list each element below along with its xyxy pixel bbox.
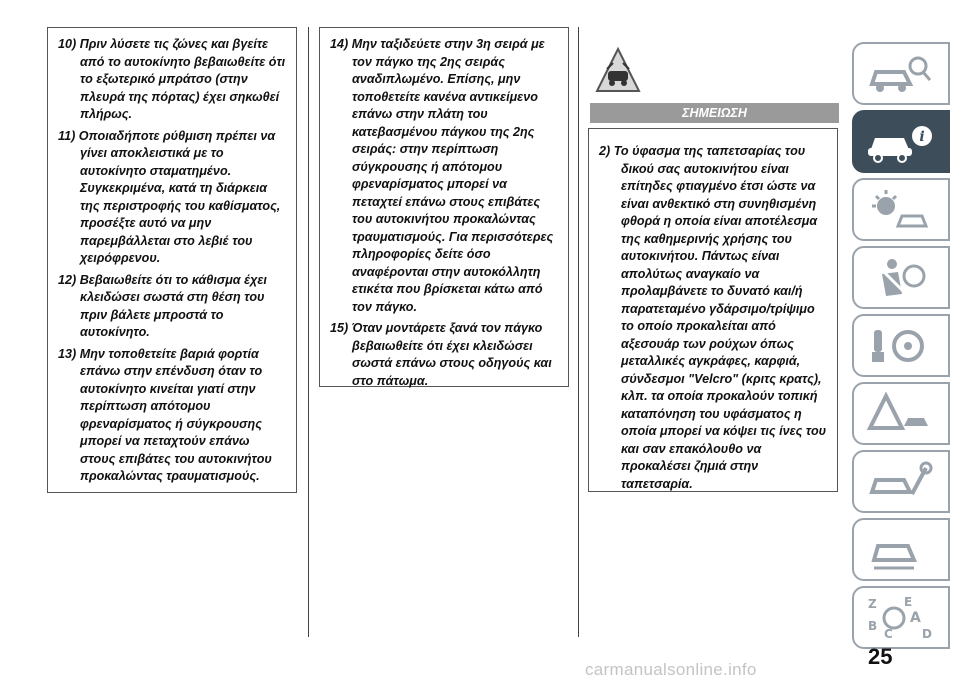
item-text: Οποιαδήποτε ρύθμιση πρέπει να γίνει αποκλειστικά με το αυτοκίνητο σταματημένο. Συγκεκριμένα, κατά τη διάρκεια της περιστροφής του καθίσματος, προσέξτε αυτό να μην παρεμβάλλεται στο λεβιέ του χειρόφρενου. [78,128,281,265]
warnings-column-1 [47,27,297,493]
item-number: 15) [330,321,349,335]
car-specs-icon [864,526,934,574]
warning-item-12 [56,272,288,342]
tab-technical-data[interactable] [852,518,950,581]
watermark: carmanualsonline.info [585,660,757,679]
car-warning-sign-icon [593,45,643,95]
column-divider [308,27,309,637]
note-box [588,128,838,492]
car-wrench-icon [864,458,934,506]
item-text: Βεβαιωθείτε ότι το κάθισμα έχει κλειδώσει σωστά στη θέση του πριν βάλετε μπροστά το αυτοκίνητο. [79,272,267,339]
svg-text:B: B [868,619,878,633]
item-number: 12) [58,272,77,287]
item-number: 14) [330,37,349,51]
svg-text:D: D [922,627,932,641]
warning-item-11 [56,128,288,268]
item-text: Πριν λύσετε τις ζώνες και βγείτε από το αυτοκίνητο βεβαιωθείτε ότι το εξωτερικό μπράτσο (στην πλευρά της πόρτας) έχει σηκωθεί πλήρως. [79,37,286,121]
tab-steering-key[interactable] [852,314,950,377]
seatbelt-airbag-icon [864,254,934,302]
item-number: 13) [58,346,77,361]
item-text: Όταν μοντάρετε ξανά τον πάγκο βεβαιωθείτε ότι έχει κλειδώσει σωστά επάνω στους οδηγούς και στο πάτωμα. [351,321,552,388]
column-divider [578,27,579,637]
item-number: 11) [58,128,76,143]
svg-text:A: A [910,610,921,626]
note-banner: ΣΗΜΕΙΩΣΗ [590,103,839,123]
tab-car-info[interactable] [852,110,950,173]
steering-key-icon [864,322,934,370]
warning-item-15 [328,320,560,390]
car-info-icon [864,118,934,166]
svg-text:i: i [919,129,925,145]
tab-maintenance[interactable] [852,450,950,513]
emergency-triangle-icon [864,390,934,438]
svg-text:Z: Z [868,597,877,611]
note-item-2 [597,143,829,493]
warnings-column-2 [319,27,569,387]
item-number: 2) [599,144,611,158]
warning-item-10 [56,36,288,124]
warning-item-14 [328,36,560,316]
tab-emergency[interactable] [852,382,950,445]
svg-text:E: E [904,595,913,609]
tab-seatbelt-airbag[interactable] [852,246,950,309]
item-text: Μην ταξιδεύετε στην 3η σειρά με τον πάγκο της 2ης σειράς αναδιπλωμένο. Επίσης, μην τοποθετείτε κανένα αντικείμενο επάνω στην πλάτη του κατεβασμένου πάγκου της 2ης σειράς: στην περίπτωση σύγκρουσης ή απότομου φρεναρίσματος μπορεί να πεταχτεί επάνω στους επιβάτες του αυτοκινήτου προκαλώντας τραυματισμούς. Για περισσότερες πληροφορίες δείτε όσο αναφέρονται στην αυτοκόλλητη ετικέτα που βρίσκεται κάτω από τον πάγκο. [351,37,554,314]
tab-car-magnifier[interactable] [852,42,950,105]
warning-item-13 [56,346,288,486]
tab-warning-lights[interactable] [852,178,950,241]
tab-index[interactable] [852,586,950,649]
warning-lights-icon [864,186,934,234]
item-number: 10) [58,37,77,51]
item-text: Το ύφασμα της ταπετσαρίας του δικού σας αυτοκινήτου είναι επίτηδες φτιαγμένο έτσι ώστε να είναι ανθεκτικό στη συνηθισμένη φθορά η οποία είναι αποτέλεσμα της καθημερινής χρήσης του αυτοκινήτου. Πάντως είναι απολύτως αναγκαίο να προλαμβάνετε το δυνατό και/ή παρατεταμένο γδάρσιμο/τρίψιμο το οποίο προκαλείται από αξεσουάρ των ρούχων όπως μεταλλικές αγκράφες, καρφιά, σύνδεσμοι "Velcro" (κριτς κρατς), κλπ. τα οποία προκαλούν τοπική καταπόνηση του υφάσματος η οποία μπορεί να κόψει τις ίνες του και σαν επακόλουθο να προκαλέσει ζημιά στην ταπετσαρία. [613,144,827,491]
alphabet-index-icon [864,594,934,642]
item-text: Μην τοποθετείτε βαριά φορτία επάνω στην επένδυση όταν το αυτοκίνητο κινείται γιατί στην περίπτωση απότομου φρεναρίσματος ή σύγκρουσης μπορεί να πεταχτούν επάνω στους επιβάτες του αυτοκινήτου προκαλώντας τραυματισμούς. [79,346,272,483]
svg-text:C: C [884,627,893,641]
car-magnifier-icon [864,50,934,98]
page-number: 25 [868,644,893,669]
